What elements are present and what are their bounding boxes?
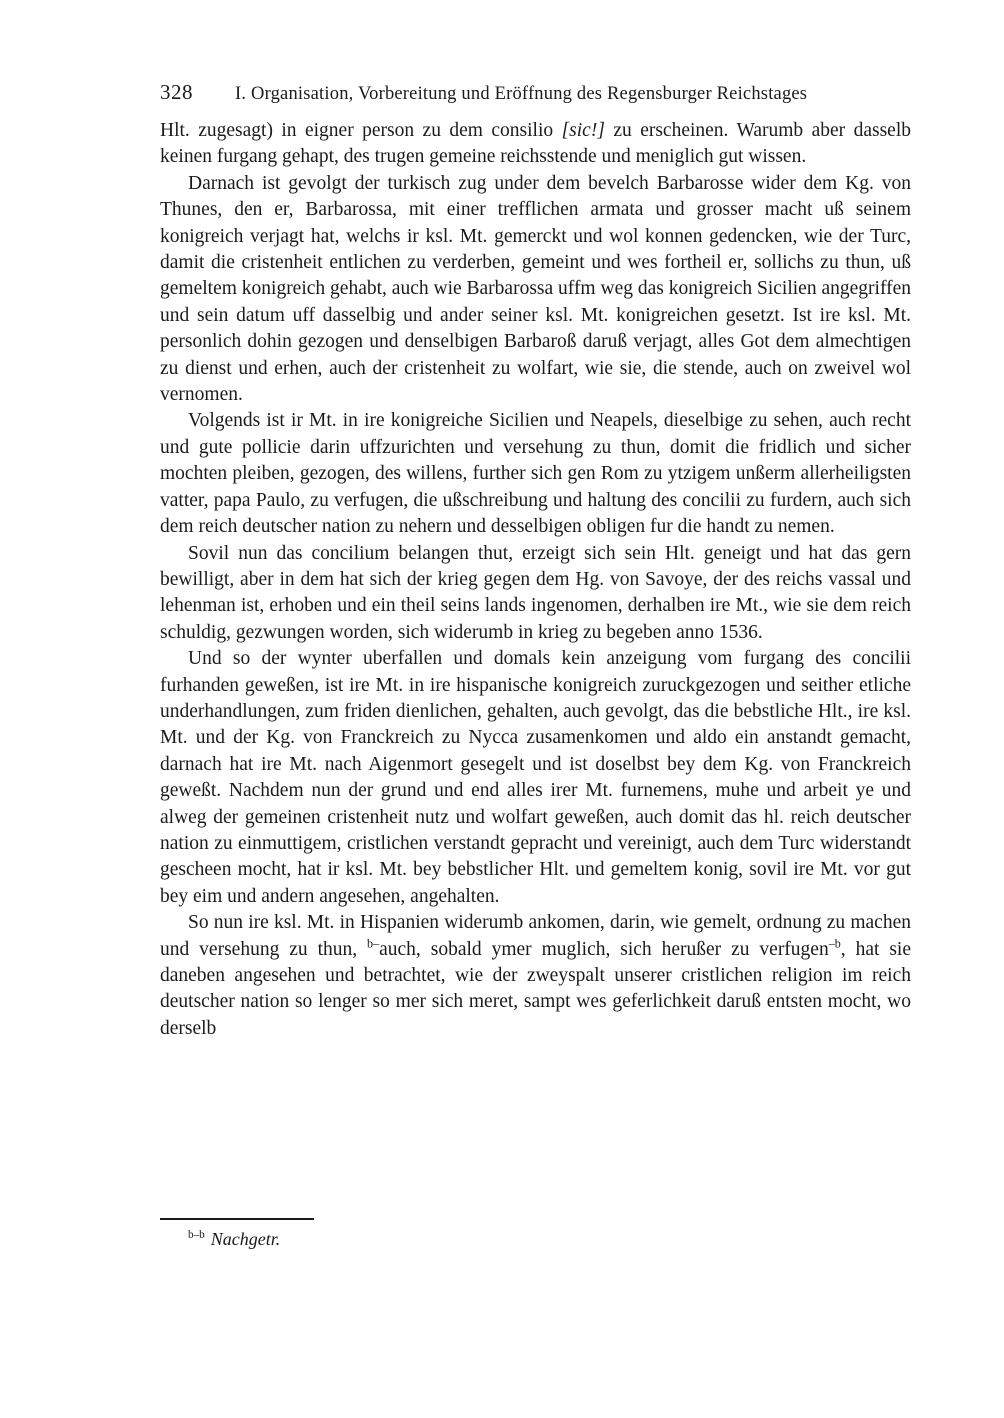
paragraph: Und so der wynter uberfallen und domals kein anzeigung vom furgang des concilii furhanden geweßen, ist ire Mt. in ire hispanische konigreich zuruckgezogen und seither etliche underhandlungen, zum friden dienlichen, gehalten, auch gevolgt, das die bebstliche Hlt., ire ksl. Mt. und der Kg. von Franckreich zu Nycca zusamenkomen und aldo ein anstandt gemacht, darnach hat ire Mt. nach Aigenmort gesegelt und ist doselbst bey dem Kg. von Franckreich geweßt. Nachdem nun der grund und end alles irer Mt. furnemens, muhe und arbeit ye und alweg der gemeinen cristenheit nutz und wolfart geweßen, auch domit das hl. reich deutscher nation zu einmuttigem, cristlichen verstandt gepracht und vereinigt, auch dem Turc widerstandt gescheen mocht, hat ir ksl. Mt. bey bebstlicher Hlt. und gemeltem konig, sovil ire Mt. vor gut bey eim und andern angesehen, angehalten.	[160, 648, 911, 907]
page-header	[160, 80, 911, 105]
paragraph: Darnach ist gevolgt der turkisch zug under dem bevelch Barbarosse wider dem Kg. von Thunes, den er, Barbarossa, mit einer trefflichen armata und grosser macht uß seinem konigreich verjagt hat, welchs ir ksl. Mt. gemerckt und wol konnen gedencken, wie der Turc, damit die cristenheit entlichen zu verderben, gemeint und wes fortheil er, sollichs zu thun, uß gemeltem konigreich gehabt, auch wie Barbarossa uffm weg das konigreich Sicilien angegriffen und sein datum uff dasselbig und ander seiner ksl. Mt. konigreichen gesetzt. Ist ire ksl. Mt. personlich dohin gezogen und denselbigen Barbaroß daruß verjagt, alles Got dem almechtigen zu dienst und erhen, auch der cristenheit zu wolfart, wie sie, die stende, auch on zweivel wol vernomen.	[160, 172, 911, 406]
footnote-area	[160, 1218, 911, 1251]
footnote-rule	[160, 1218, 314, 1220]
paragraph	[160, 910, 911, 1042]
paragraph-text: Hlt. zugesagt) in eigner person zu dem consilio	[160, 120, 562, 141]
paragraph-text: auch, sobald ymer muglich, sich herußer zu verfugen	[379, 938, 829, 960]
footnote-marker-end: –b	[828, 936, 841, 951]
paragraph-text: zu erscheinen. Warumb aber dasselb keinen furgang gehapt, des trugen gemeine reichsstende und meniglich gut wissen.	[160, 120, 912, 168]
main-text	[160, 118, 911, 1042]
paragraph	[160, 118, 911, 171]
paragraph: Sovil nun das concilium belangen thut, erzeigt sich sein Hlt. geneigt und hat das gern bewilligt, aber in dem hat sich der krieg gegen dem Hg. von Savoye, der des reichs vassal und lehenman ist, erhoben und ein theil seins lands ingenomen, derhalben ire Mt., wie sie dem reich schuldig, gezwungen worden, sich widerumb in krieg zu begeben anno 1536.	[160, 542, 911, 643]
footnote-text: Nachgetr.	[210, 1228, 281, 1249]
page-number: 328	[160, 80, 193, 104]
footnote	[160, 1227, 911, 1251]
footnote-marker-start: b–	[367, 936, 380, 951]
running-title: I. Organisation, Vorbereitung und Eröffnung des Regensburger Reichstages	[235, 84, 808, 104]
paragraph-text: , hat sie daneben angesehen und betrachtet, wie der zweyspalt unserer cristlichen religion im reich deutscher nation so lenger so mer sich meret, sampt wes geferlichkeit daruß entsten mocht, wo derselb	[160, 938, 912, 1039]
footnote-marker: b–b	[188, 1228, 205, 1241]
paragraph: Volgends ist ir Mt. in ire konigreiche Sicilien und Neapels, dieselbige zu sehen, auch recht und gute pollicie darin uffzurichten und versehung zu thun, domit die fridlich und sicher mochten pleiben, gezogen, des willens, further sich gen Rom zu ytzigem unßerm allerheiligsten vatter, papa Paulo, zu verfugen, die ußschreibung und haltung des concilii zu furdern, auch sich dem reich deutscher nation zu nehern und desselbigen obligen fur die handt zu nemen.	[160, 410, 911, 538]
paragraph-text: So nun ire ksl. Mt. in Hispanien widerumb ankomen, darin, wie gemelt, ordnung zu machen und versehung zu thun,	[160, 912, 911, 960]
sic-annotation: [sic!]	[561, 120, 605, 141]
